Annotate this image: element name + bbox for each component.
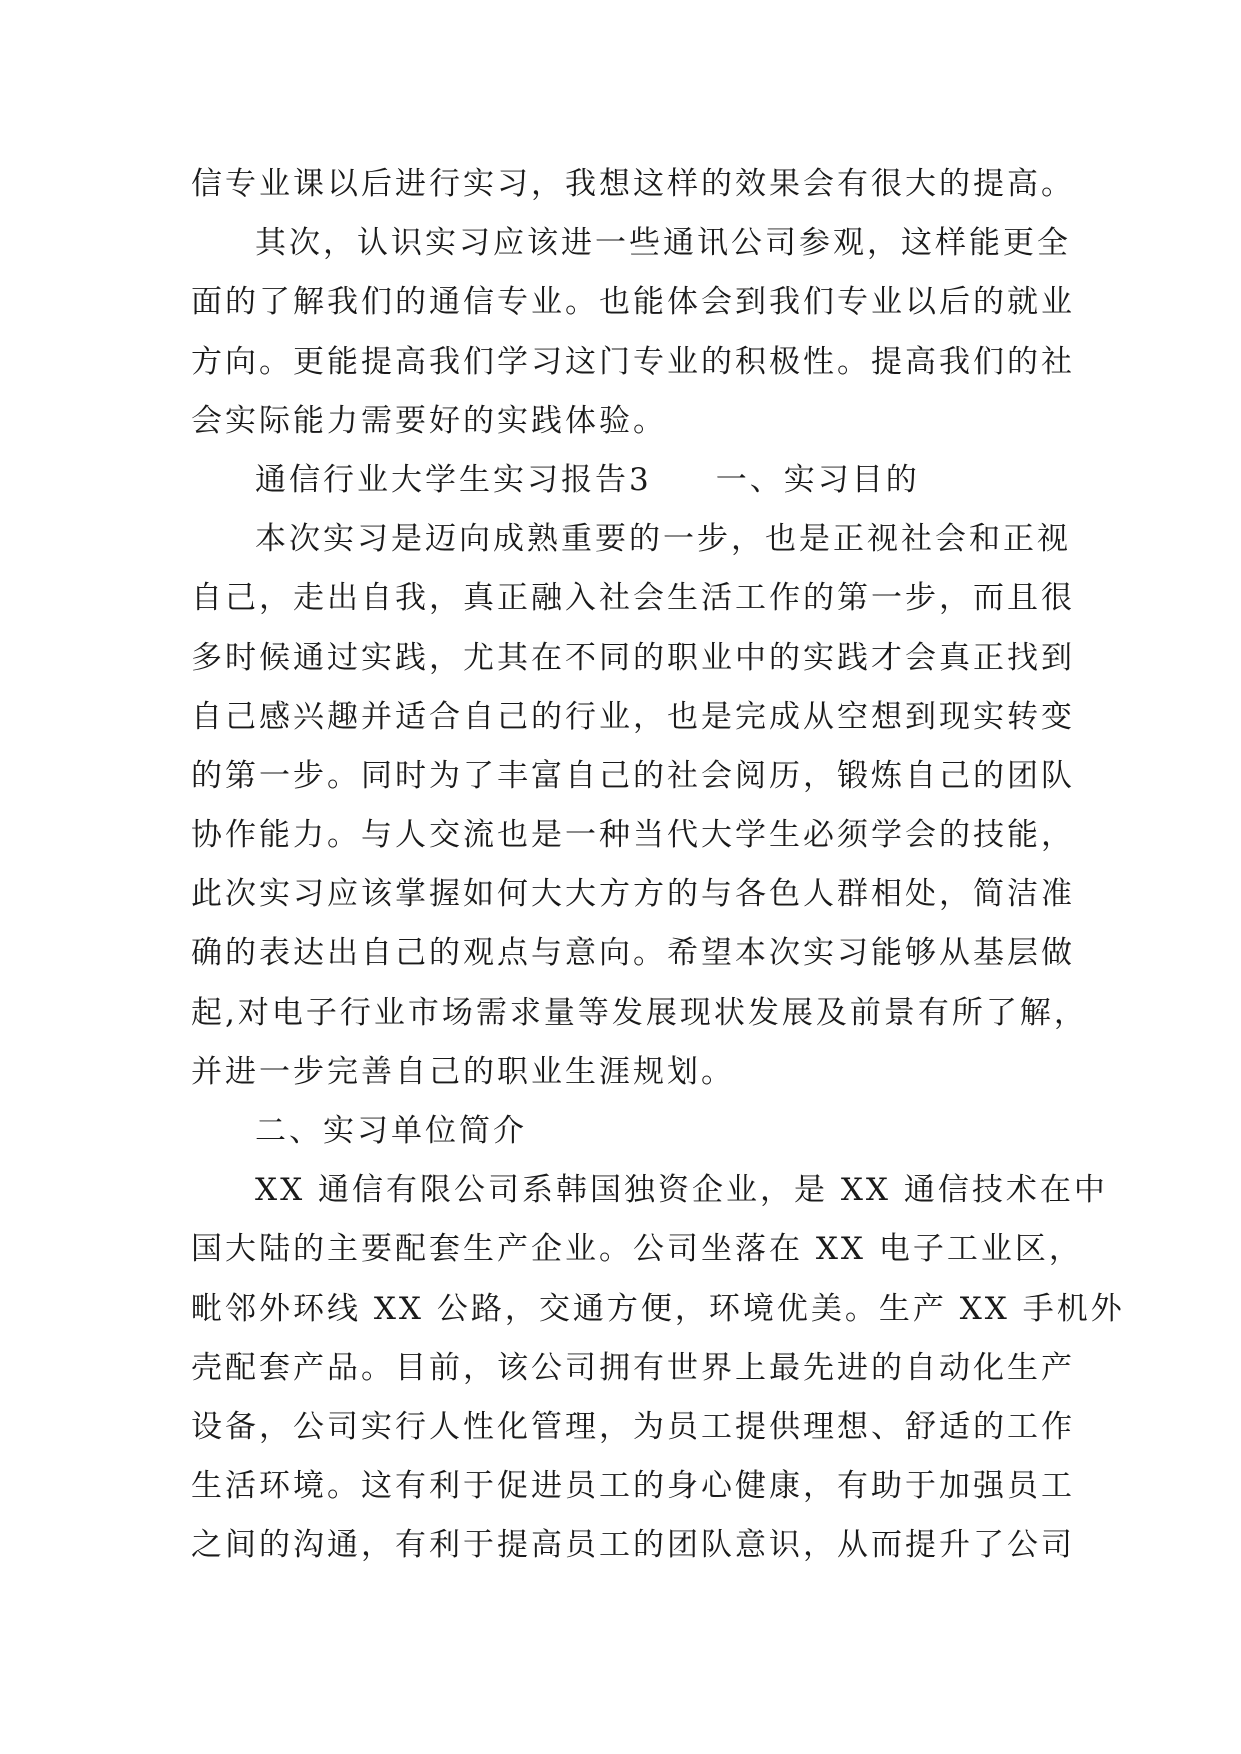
text-line: 会实际能力需要好的实践体验。: [191, 402, 667, 439]
section-heading: 一、实习目的: [715, 461, 920, 498]
text-line: 起,对电子行业市场需求量等发展现状发展及前景有所了解，: [191, 994, 1088, 1031]
text-line: 毗邻外环线 XX 公路，交通方便，环境优美。生产 XX 手机外: [191, 1290, 1125, 1327]
text-line: 设备，公司实行人性化管理，为员工提供理想、舒适的工作: [191, 1408, 1075, 1445]
text-line: 多时候通过实践，尤其在不同的职业中的实践才会真正找到: [191, 639, 1075, 676]
document-body: [191, 155, 1125, 1576]
text-line: 信专业课以后进行实习，我想这样的效果会有很大的提高。: [191, 166, 1075, 202]
report-title: 通信行业大学生实习报告3: [255, 461, 652, 498]
text-line: 本次实习是迈向成熟重要的一步，也是正视社会和正视: [255, 521, 1071, 558]
text-line: 生活环境。这有利于促进员工的身心健康，有助于加强员工: [191, 1468, 1075, 1505]
text-line: 壳配套产品。目前，该公司拥有世界上最先进的自动化生产: [191, 1349, 1075, 1386]
text-line: 之间的沟通，有利于提高员工的团队意识，从而提升了公司: [191, 1527, 1075, 1564]
text-line: 并进一步完善自己的职业生涯规划。: [191, 1053, 735, 1090]
text-line: 方向。更能提高我们学习这门专业的积极性。提高我们的社: [191, 343, 1075, 380]
text-line: 自己感兴趣并适合自己的行业，也是完成从空想到现实转变: [191, 698, 1075, 735]
text-line: 协作能力。与人交流也是一种当代大学生必须学会的技能，: [191, 817, 1075, 854]
text-line: 确的表达出自己的观点与意向。希望本次实习能够从基层做: [191, 935, 1075, 972]
text-line: 自己，走出自我，真正融入社会生活工作的第一步，而且很: [191, 580, 1075, 617]
section-heading: 二、实习单位简介: [255, 1113, 527, 1149]
text-line: XX 通信有限公司系韩国独资企业，是 XX 通信技术在中: [255, 1172, 1108, 1209]
text-line: 面的了解我们的通信专业。也能体会到我们专业以后的就业: [191, 284, 1075, 321]
text-line: 的第一步。同时为了丰富自己的社会阅历，锻炼自己的团队: [191, 757, 1075, 794]
text-line: 国大陆的主要配套生产企业。公司坐落在 XX 电子工业区，: [191, 1231, 1083, 1268]
text-line: 其次，认识实习应该进一些通讯公司参观，这样能更全: [255, 225, 1071, 262]
section-heading-line: [191, 451, 1071, 510]
text-line: 此次实习应该掌握如何大大方方的与各色人群相处，简洁准: [191, 876, 1075, 913]
